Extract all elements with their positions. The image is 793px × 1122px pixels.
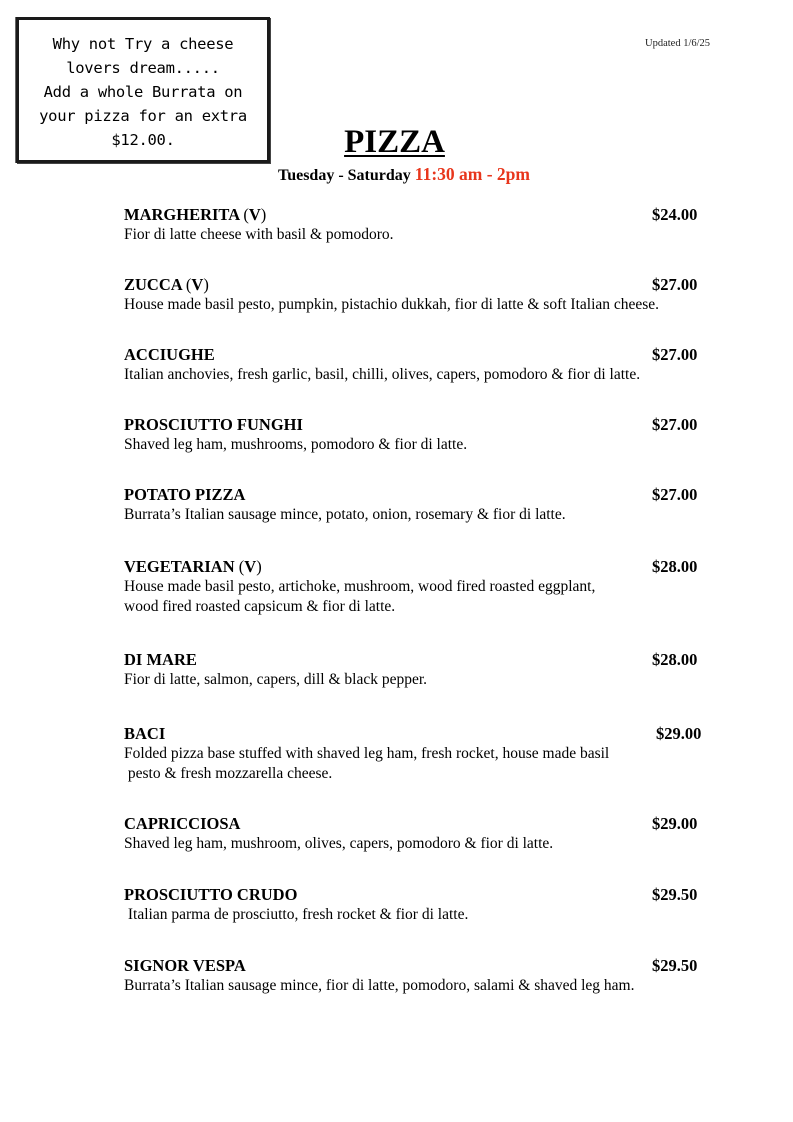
item-name: BACI: [124, 724, 166, 743]
item-description: Folded pizza base stuffed with shaved leg ham, fresh rocket, house made basil: [124, 745, 610, 762]
menu-item-margherita: [124, 205, 724, 245]
item-description-continued: wood fired roasted capsicum & fior di latte.: [124, 598, 396, 615]
promo-line: $12.00.: [111, 131, 175, 149]
item-price: $28.00: [652, 557, 698, 576]
item-description: House made basil pesto, artichoke, mushroom, wood fired roasted eggplant,: [124, 578, 596, 595]
menu-item-prosciutto-crudo: [124, 885, 724, 925]
updated-date: Updated 1/6/25: [645, 38, 711, 49]
item-name: PROSCIUTTO CRUDO: [124, 885, 298, 904]
vegetarian-tag: (V): [185, 275, 209, 294]
item-name: POTATO PIZZA: [124, 485, 246, 504]
item-price: $27.00: [652, 415, 698, 434]
promo-line: your pizza for an extra: [39, 107, 247, 125]
menu-item-di-mare: [124, 650, 724, 690]
menu-item-potato-pizza: [124, 485, 724, 525]
promo-line: Add a whole Burrata on: [43, 83, 243, 101]
menu-item-vegetarian: [124, 557, 724, 617]
item-description: House made basil pesto, pumpkin, pistachio dukkah, fior di latte & soft Italian cheese.: [124, 296, 660, 313]
menu-item-capricciosa: [124, 814, 724, 854]
service-time: 11:30 am - 2pm: [414, 164, 530, 184]
promo-line: lovers dream.....: [66, 59, 220, 77]
promo-line: Why not Try a cheese: [52, 35, 234, 53]
service-hours: [278, 164, 530, 185]
item-price: $29.50: [652, 956, 698, 975]
item-name-row: [124, 275, 724, 295]
item-price: $24.00: [652, 205, 698, 224]
item-name: ACCIUGHE: [124, 345, 215, 364]
vegetarian-tag: (V): [243, 205, 267, 224]
item-price: $27.00: [652, 345, 698, 364]
item-description: Fior di latte cheese with basil & pomodoro.: [124, 226, 394, 243]
item-description: Burrata’s Italian sausage mince, potato, onion, rosemary & fior di latte.: [124, 506, 566, 523]
item-description: Italian anchovies, fresh garlic, basil, chilli, olives, capers, pomodoro & fior di latte.: [124, 366, 641, 383]
service-days: Tuesday - Saturday: [278, 167, 415, 184]
item-price: $28.00: [652, 650, 698, 669]
item-description: Fior di latte, salmon, capers, dill & black pepper.: [124, 671, 428, 688]
menu-item-baci: [124, 724, 724, 784]
item-name: PROSCIUTTO FUNGHI: [124, 415, 303, 434]
vegetarian-tag: (V): [238, 557, 262, 576]
item-name: DI MARE: [124, 650, 197, 669]
item-name: MARGHERITA: [124, 205, 240, 224]
menu-item-zucca: [124, 275, 724, 315]
item-description: Shaved leg ham, mushroom, olives, capers, pomodoro & fior di latte.: [124, 835, 554, 852]
item-price: $27.00: [652, 275, 698, 294]
menu-item-prosciutto-funghi: [124, 415, 724, 455]
menu-item-acciughe: [124, 345, 724, 385]
page-title: PIZZA: [344, 124, 445, 160]
item-price: $29.00: [656, 724, 702, 743]
item-description: Burrata’s Italian sausage mince, fior di latte, pomodoro, salami & shaved leg ham.: [124, 977, 635, 994]
item-name: CAPRICCIOSA: [124, 814, 241, 833]
item-price: $29.50: [652, 885, 698, 904]
item-name-row: [124, 205, 724, 225]
item-name: ZUCCA: [124, 275, 182, 294]
item-description-continued: pesto & fresh mozzarella cheese.: [124, 765, 333, 782]
item-name: SIGNOR VESPA: [124, 956, 246, 975]
item-description: Italian parma de prosciutto, fresh rocket & fior di latte.: [124, 906, 469, 923]
menu-item-signor-vespa: [124, 956, 724, 996]
item-name: VEGETARIAN: [124, 557, 235, 576]
item-description: Shaved leg ham, mushrooms, pomodoro & fior di latte.: [124, 436, 468, 453]
item-price: $29.00: [652, 814, 698, 833]
item-name-row: [124, 557, 724, 577]
item-price: $27.00: [652, 485, 698, 504]
